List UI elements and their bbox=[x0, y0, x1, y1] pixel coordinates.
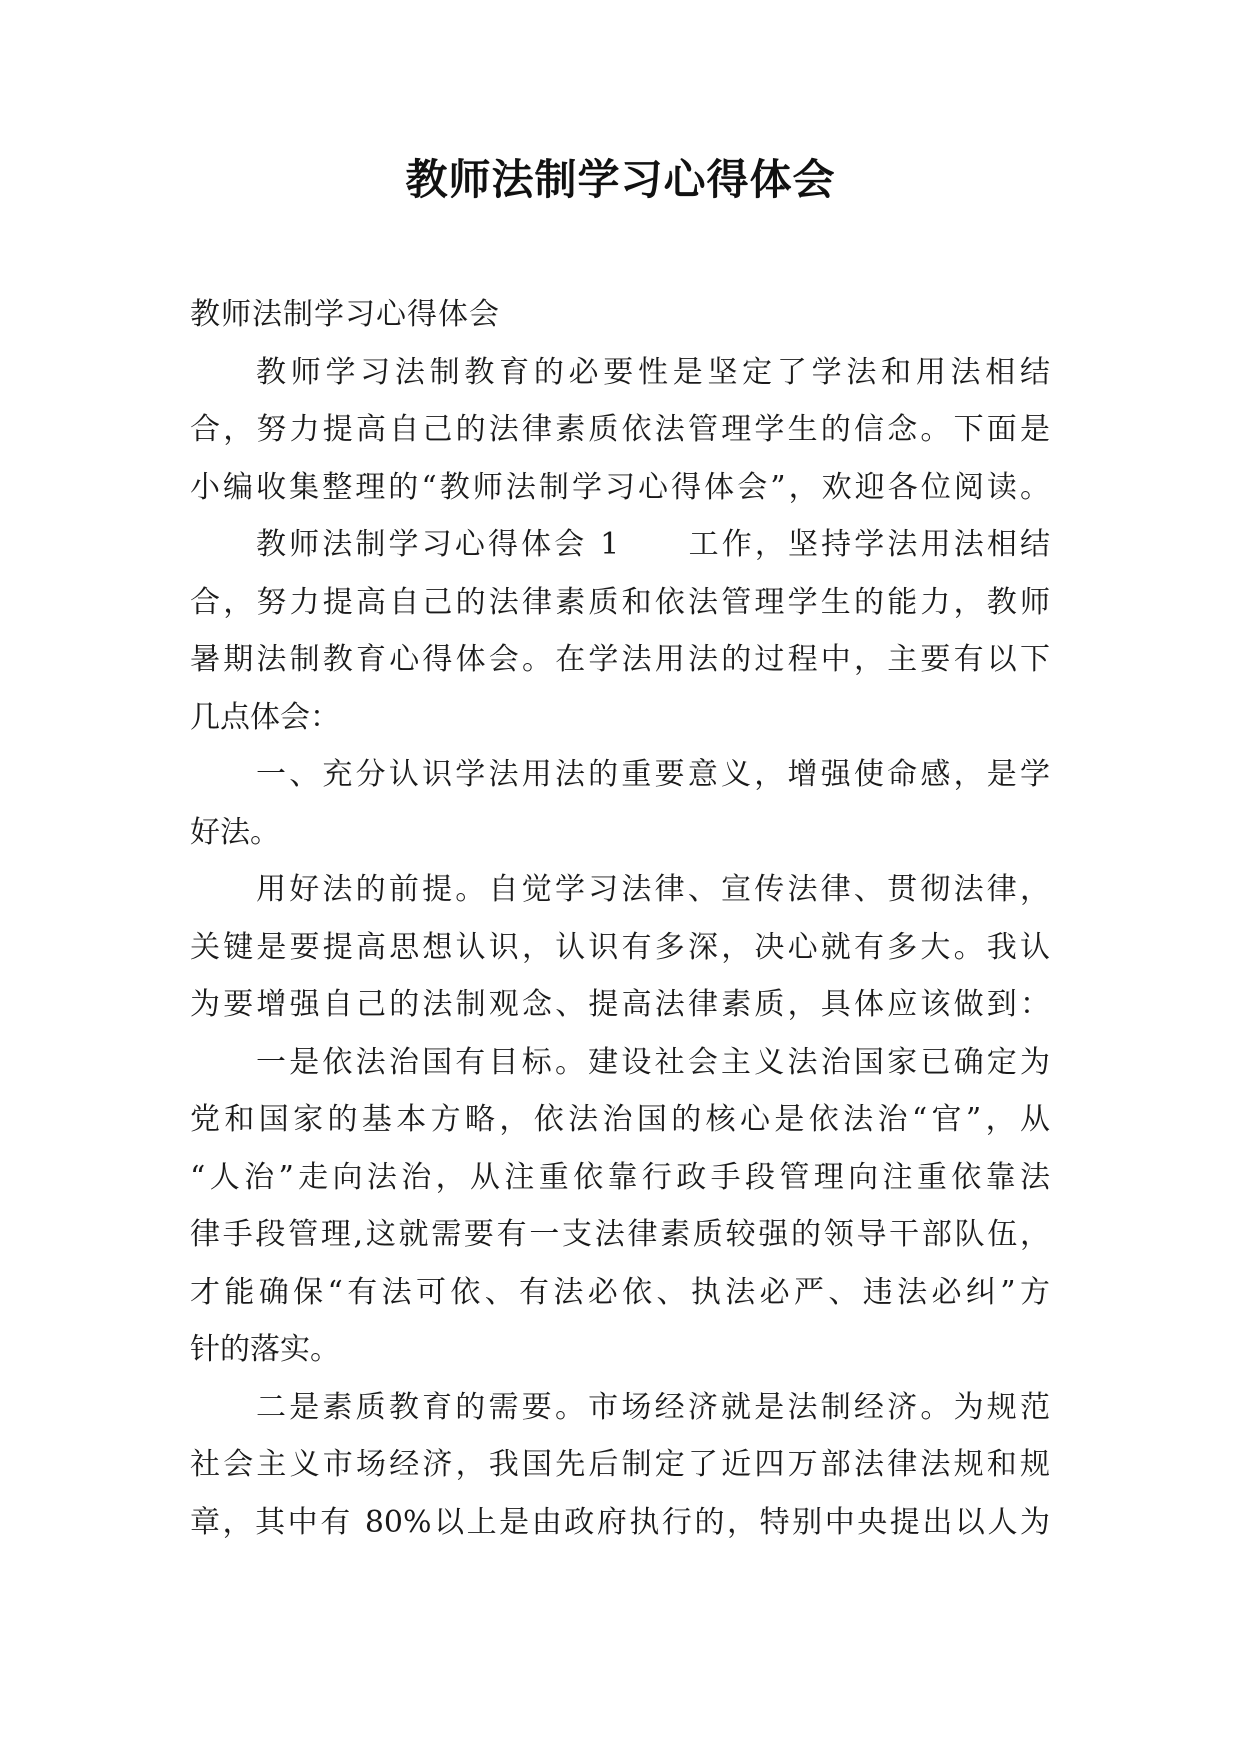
body-line: 律手段管理,这就需要有一支法律素质较强的领导干部队伍， bbox=[190, 1217, 1050, 1252]
body-line: 用好法的前提。自觉学习法律、宣传法律、贯彻法律， bbox=[256, 872, 1050, 907]
body-line: 党和国家的基本方略，依法治国的核心是依法治“官”，从 bbox=[190, 1102, 1050, 1137]
body-line: 暑期法制教育心得体会。在学法用法的过程中，主要有以下 bbox=[190, 642, 1050, 677]
document-title: 教师法制学习心得体会 bbox=[405, 155, 836, 204]
body-line: 为要增强自己的法制观念、提高法律素质，具体应该做到： bbox=[190, 987, 1050, 1022]
body-line: 合，努力提高自己的法律素质和依法管理学生的能力，教师 bbox=[190, 584, 1050, 620]
body-line: 教师学习法制教育的必要性是坚定了学法和用法相结 bbox=[256, 354, 1050, 390]
body-line: 合，努力提高自己的法律素质依法管理学生的信念。下面是 bbox=[190, 412, 1050, 447]
body-line: 小编收集整理的“教师法制学习心得体会”，欢迎各位阅读。 bbox=[190, 469, 1050, 505]
body-line: 教师法制学习心得体会 bbox=[190, 297, 500, 332]
body-line: 二是素质教育的需要。市场经济就是法制经济。为规范 bbox=[256, 1389, 1050, 1425]
body-line: 章，其中有 80%以上是由政府执行的，特别中央提出以人为 bbox=[190, 1504, 1050, 1540]
body-line: 教师法制学习心得体会 1 工作，坚持学法用法相结 bbox=[256, 527, 1050, 562]
body-line: 好法。 bbox=[190, 814, 280, 850]
body-line: “人治”走向法治，从注重依靠行政手段管理向注重依靠法 bbox=[190, 1159, 1050, 1195]
body-line: 关键是要提高思想认识，认识有多深，决心就有多大。我认 bbox=[190, 929, 1050, 965]
body-line: 针的落实。 bbox=[190, 1332, 340, 1367]
document-body bbox=[190, 286, 1050, 1551]
body-line: 几点体会： bbox=[190, 699, 340, 735]
body-line: 社会主义市场经济，我国先后制定了近四万部法律法规和规 bbox=[190, 1447, 1050, 1482]
body-line: 一、充分认识学法用法的重要意义，增强使命感，是学 bbox=[256, 757, 1050, 792]
body-line: 一是依法治国有目标。建设社会主义法治国家已确定为 bbox=[256, 1044, 1050, 1080]
body-line: 才能确保“有法可依、有法必依、执法必严、违法必纠”方 bbox=[190, 1274, 1050, 1310]
